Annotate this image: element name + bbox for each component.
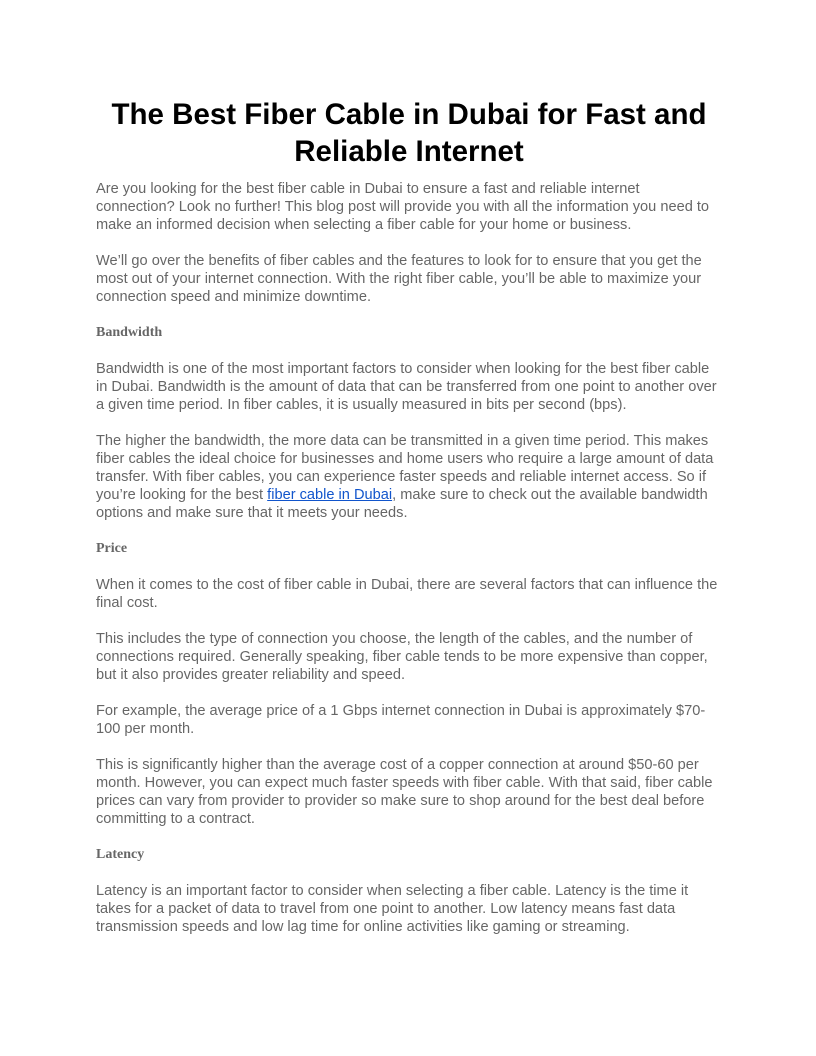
- price-paragraph-3: For example, the average price of a 1 Gbps internet connection in Dubai is approximately $70-100 per month.: [96, 703, 706, 737]
- document-page: [96, 96, 722, 954]
- price-paragraph-4: This is significantly higher than the average cost of a copper connection at around $50-60 per month. However, you can expect much faster speeds with fiber cable. With that said, fiber cable prices can vary from provider to provider so make sure to shop around for the best deal before committing to a contract.: [96, 757, 713, 827]
- price-paragraph-1: When it comes to the cost of fiber cable in Dubai, there are several factors that can influence the final cost.: [96, 577, 718, 611]
- price-paragraph-2: This includes the type of connection you choose, the length of the cables, and the number of connections required. Generally speaking, fiber cable tends to be more expensive than copper, but it also provides greater reliability and speed.: [96, 631, 708, 683]
- intro-paragraph-2: We’ll go over the benefits of fiber cables and the features to look for to ensure that you get the most out of your internet connection. With the right fiber cable, you’ll be able to maximize your connection speed and minimize downtime.: [96, 253, 702, 305]
- section-heading-price: Price: [96, 541, 128, 556]
- bandwidth-paragraph-1: Bandwidth is one of the most important factors to consider when looking for the best fiber cable in Dubai. Bandwidth is the amount of data that can be transferred from one point to another over a given time period. In fiber cables, it is usually measured in bits per second (bps).: [96, 361, 717, 413]
- page-title: The Best Fiber Cable in Dubai for Fast and Reliable Internet: [111, 98, 707, 168]
- section-heading-bandwidth: Bandwidth: [96, 325, 163, 340]
- bandwidth-paragraph-2: [96, 432, 722, 522]
- bandwidth-paragraph-2-text-after: , make sure to check out the available bandwidth options and make sure that it meets your needs.: [96, 487, 708, 521]
- fiber-cable-dubai-link[interactable]: fiber cable in Dubai: [267, 487, 393, 503]
- intro-paragraph-1: Are you looking for the best fiber cable in Dubai to ensure a fast and reliable internet connection? Look no further! This blog post will provide you with all the information you need to make an informed decision when selecting a fiber cable for your home or business.: [96, 181, 710, 233]
- section-heading-latency: Latency: [96, 847, 145, 862]
- latency-paragraph-1: Latency is an important factor to consider when selecting a fiber cable. Latency is the time it takes for a packet of data to travel from one point to another. Low latency means fast data transmission speeds and low lag time for online activities like gaming or streaming.: [96, 883, 689, 935]
- bandwidth-paragraph-2-text-before: The higher the bandwidth, the more data can be transmitted in a given time period. This makes fiber cables the ideal choice for businesses and home users who require a large amount of data transfer. With fiber cables, you can experience faster speeds and reliable internet access. So if you’re looking for the best: [96, 433, 714, 503]
